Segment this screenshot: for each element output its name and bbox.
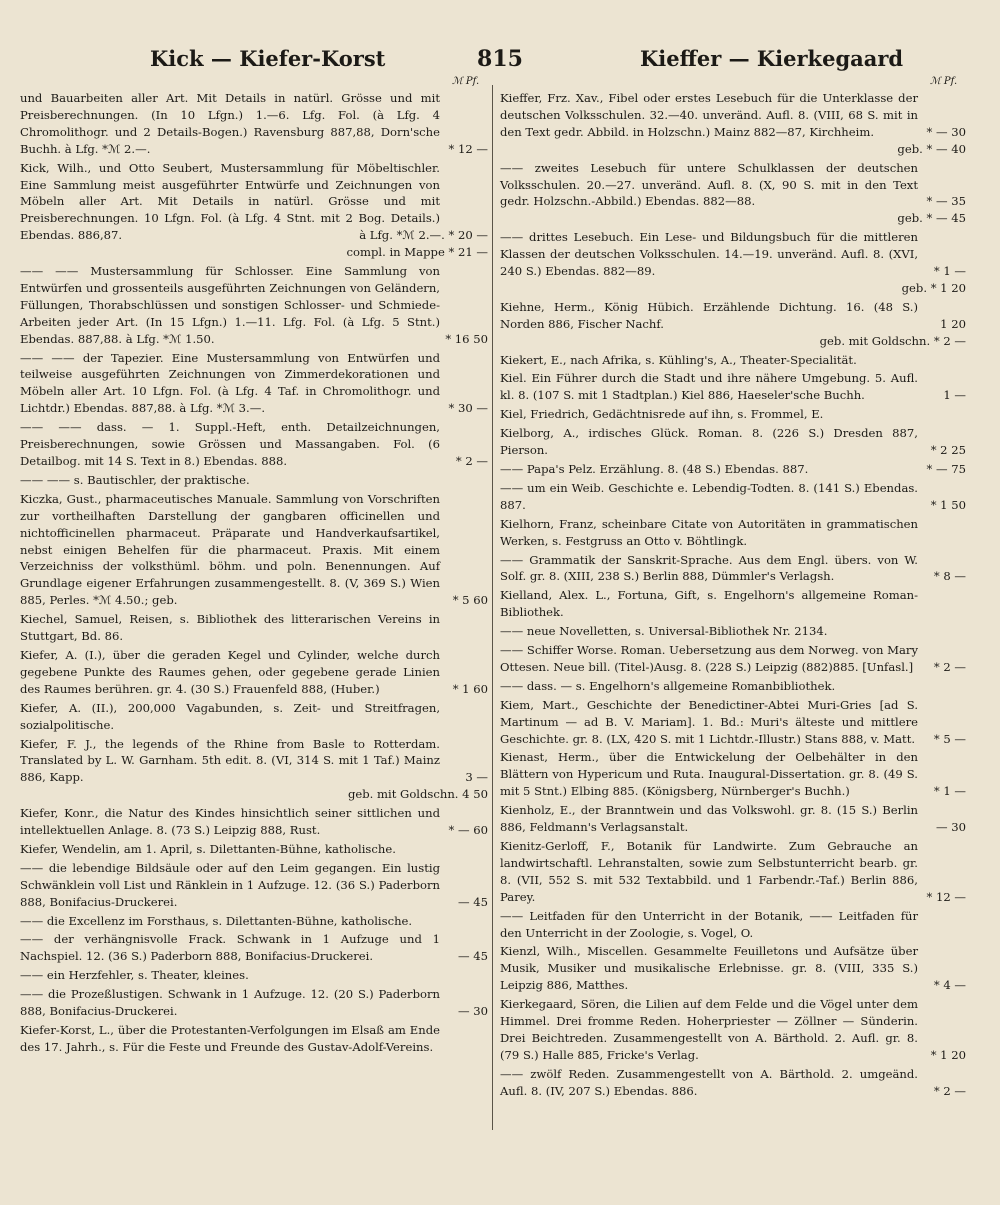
left-column — [20, 90, 488, 1056]
entry-text: Kiefer-Korst, L., über die Protestanten-Verfolgungen im Elsaß am Ende des 17. Jahrh., s. Für die Feste und Freunde des Gustav-Adolf-Vereins. — [20, 1023, 440, 1054]
price-column — [440, 1003, 488, 1020]
catalog-entry — [20, 986, 488, 1020]
catalog-entry — [500, 552, 966, 586]
price: * 1 — — [933, 264, 966, 279]
price: * 30 — — [448, 401, 488, 416]
catalog-entry — [20, 419, 488, 470]
catalog-entry — [20, 647, 488, 698]
entry-text: Kiefer, Wendelin, am 1. April, s. Dilettanten-Bühne, katholische. — [20, 841, 396, 856]
price: * — 30 — [926, 124, 966, 139]
catalog-entry — [20, 860, 488, 911]
catalog-entry — [500, 370, 966, 404]
price-column — [348, 769, 488, 803]
price: * — 60 — [448, 823, 488, 838]
catalog-entry — [500, 461, 966, 478]
catalog-entry — [20, 491, 488, 609]
price: geb. * — 45 — [897, 211, 966, 226]
entry-text: Kick, Wilh., und Otto Seubert, Mustersammlung für Möbeltischler. Eine Sammlung meist ausgeführter Entwürfe und Zeichnungen von Möbeln aller Art. Mit Details in natürl. Grösse und mit Preisberechnungen. 10 Lfgn. Fol. (à Lfg. 4 Stnt. mit 2 Bog. Details.) Ebendas. 886,87. — [20, 160, 440, 243]
entry-text: Kiehne, Herm., König Hübich. Erzählende Dichtung. 16. (48 S.) Norden 886, Fischer Nachf. — [500, 299, 918, 331]
price-column — [918, 387, 966, 404]
price: * — 35 — [926, 194, 966, 209]
catalog-entry — [500, 90, 966, 158]
price-column — [440, 331, 488, 348]
entry-text: —— um ein Weib. Geschichte e. Lebendig-Todten. 8. (141 S.) Ebendas. 887. — [500, 480, 918, 512]
price-column — [918, 731, 966, 748]
price: geb. mit Goldschn. 4 50 — [347, 787, 488, 802]
entry-text: Kiefer, A. (II.), 200,000 Vagabunden, s. Zeit- und Streitfragen, sozialpolitische. — [20, 700, 440, 732]
entry-text: Kiem, Mart., Geschichte der Benedictiner-Abtei Muri-Gries [ad S. Martinum — ad B. V. Mariam]. 1. Bd.: Muri's älteste und mittlere Geschichte. gr. 8. (LX, 420 S. mit 1 Lichtdr.-Illustr.) Stans 888, v. Matt. — [500, 697, 918, 746]
price-column — [440, 453, 488, 470]
catalog-entry — [500, 697, 966, 748]
price: * 2 — — [933, 1083, 966, 1098]
catalog-entry — [500, 587, 966, 621]
price-column — [897, 193, 966, 227]
catalog-entry — [500, 425, 966, 459]
price: * 8 — — [933, 569, 966, 584]
catalog-entry — [20, 90, 488, 158]
price-column — [902, 263, 966, 297]
price: * 12 — — [926, 889, 966, 904]
entry-text: —— neue Novelletten, s. Universal-Bibliothek Nr. 2134. — [500, 624, 828, 639]
price: — 45 — [457, 894, 488, 909]
price-column — [440, 948, 488, 965]
catalog-entry — [500, 516, 966, 550]
entry-text: —— drittes Lesebuch. Ein Lese- und Bildungsbuch für die mittleren Klassen der deutschen Volksschulen. 14.—19. unveränd. Aufl. 8. (XVI, 240 S.) Ebendas. 882—89. — [500, 230, 918, 279]
catalog-entry — [500, 406, 966, 423]
price: * — 75 — [926, 461, 966, 476]
price: * 12 — — [448, 141, 488, 156]
catalog-entry — [500, 229, 966, 297]
catalog-entry — [500, 1066, 966, 1100]
catalog-entry — [500, 480, 966, 514]
page-number: 815 — [477, 46, 523, 72]
entry-text: Kiel. Ein Führer durch die Stadt und ihre nähere Umgebung. 5. Aufl. kl. 8. (107 S. mit 1 Stadtplan.) Kiel 886, Haeseler'sche Buchh. — [500, 371, 918, 403]
price: * 1 20 — [930, 1047, 966, 1062]
entry-text: —— der verhängnisvolle Frack. Schwank in 1 Aufzuge und 1 Nachspiel. 12. (36 S.) Paderborn 888, Bonifacius-Druckerei. — [20, 932, 440, 964]
price: * 2 — — [933, 659, 966, 674]
price: * 16 50 — [445, 331, 488, 346]
entry-text: —— —— Mustersammlung für Schlosser. Eine Sammlung von Entwürfen und grossenteils ausgeführten Zeichnungen von Geländern, Füllungen, Thorabschlüssen und sonstigen Schlosser- und Schmiede-Arbeiten jeder Art. (In 15 Lfgn.) 1.—11. Lfg. Fol. (à Lfg. 5 Stnt.) Ebendas. 887,88. à Lfg. *ℳ 1.50. — [20, 264, 440, 346]
catalog-entry — [20, 611, 488, 645]
price: * 1 50 — [930, 497, 966, 512]
entry-text: —— —— der Tapezier. Eine Mustersammlung von Entwürfen und teilweise ausgeführten Zeichnungen von Zimmerdekorationen und Möbeln aller Art. 10 Lfgn. Fol. (à Lfg. 4 Taf. in Chromolithogr. und Lichtdr.) Ebendas. 887,88. à Lfg. *ℳ 3.—. — [20, 350, 440, 416]
catalog-entry — [500, 642, 966, 676]
price: — 45 — [457, 949, 488, 964]
price: — 30 — [935, 820, 966, 835]
price: à Lfg. *ℳ 2.—. * 20 — — [359, 228, 488, 243]
price: * 4 — — [933, 978, 966, 993]
entry-text: Kiechel, Samuel, Reisen, s. Bibliothek des litterarischen Vereins in Stuttgart, Bd. 86. — [20, 612, 440, 644]
price-column — [820, 316, 966, 350]
entry-text: Kiczka, Gust., pharmaceutisches Manuale. Sammlung von Vorschriften zur vortheilhaften Darstellung der gangbaren officinellen und nichtofficinellen pharmaceut. Präparate und Handverkaufsartikel, nebst einigen Behelfen für die pharmaceut. Praxis. Mit einem Verzeichniss der volksthüml. böhm. und poln. Benennungen. Auf Grundlage eigener Erfahrungen zusammengestellt. 8. (V, 369 S.) Wien 885, Perles. *ℳ 4.50.; geb. — [20, 491, 440, 608]
catalog-entry — [20, 263, 488, 348]
price-column — [918, 659, 966, 676]
catalog-entry — [500, 623, 966, 640]
price-column — [918, 497, 966, 514]
price-column — [440, 592, 488, 609]
catalog-entry — [20, 350, 488, 418]
catalog-entry — [500, 908, 966, 942]
entry-text: Kiekert, E., nach Afrika, s. Kühling's, A., Theater-Specialität. — [500, 352, 857, 367]
catalog-entry — [500, 943, 966, 994]
price-column — [346, 227, 488, 261]
catalog-entry — [500, 352, 966, 369]
price-column — [918, 889, 966, 906]
entry-text: —— Leitfaden für den Unterricht in der Botanik, —— Leitfaden für den Unterricht in der Zoologie, s. Vogel, O. — [500, 908, 918, 940]
catalog-entry — [20, 805, 488, 839]
price-column — [918, 977, 966, 994]
entry-text: —— die lebendige Bildsäule oder auf den Leim gegangen. Ein lustig Schwänklein voll List und Ränklein in 1 Aufzuge. 12. (36 S.) Paderborn 888, Bonifacius-Druckerei. — [20, 860, 440, 909]
entry-text: Kieffer, Frz. Xav., Fibel oder erstes Lesebuch für die Unterklasse der deutschen Volksschulen. 32.—40. unveränd. Aufl. 8. (VIII, 68 S. mit in den Text gedr. Abbild. in Holzschn.) Mainz 882—87, Kirchheim. — [500, 91, 918, 139]
catalog-entry — [20, 160, 488, 261]
price: * 1 — — [933, 784, 966, 799]
price-column — [440, 681, 488, 698]
catalog-entry — [20, 841, 488, 858]
catalog-entry — [500, 749, 966, 800]
price: * 2 — — [455, 454, 488, 469]
entry-text: Kienholz, E., der Branntwein und das Volkswohl. gr. 8. (15 S.) Berlin 886, Feldmann's Verlagsanstalt. — [500, 803, 918, 835]
entry-text: —— Papa's Pelz. Erzählung. 8. (48 S.) Ebendas. 887. — [500, 461, 809, 476]
entry-text: Kierkegaard, Sören, die Lilien auf dem Felde und die Vögel unter dem Himmel. Drei fromme Reden. Hoherpriester — Zöllner — Sünderin. Drei Beichtreden. Zusammengestellt von A. Bärthold. 2. Aufl. gr. 8. (79 S.) Halle 885, Fricke's Verlag. — [500, 997, 918, 1062]
price: 1 20 — [940, 316, 966, 331]
entry-text: —— —— s. Bautischler, der praktische. — [20, 472, 250, 487]
price: geb. * — 40 — [897, 141, 966, 156]
entry-text: Kienzl, Wilh., Miscellen. Gesammelte Feuilletons und Aufsätze über Musik, Musiker und musikalische Erlebnisse. gr. 8. (VIII, 335 S.) Leipzig 886, Matthes. — [500, 944, 918, 993]
price-column — [918, 819, 966, 836]
catalog-entry — [20, 736, 488, 804]
entry-text: und Bauarbeiten aller Art. Mit Details in natürl. Grösse und mit Preisberechnungen. (In 10 Lfgn.) 1.—6. Lfg. Fol. (à Lfg. 4 Chromolithogr. und 2 Details-Bogen.) Ravensburg 887,88, Dorn'sche Buchh. à Lfg. *ℳ 2.—. — [20, 91, 440, 156]
price: 1 — — [943, 388, 966, 403]
entry-text: Kiel, Friedrich, Gedächtnisrede auf ihn, s. Frommel, E. — [500, 407, 824, 422]
price-column — [918, 568, 966, 585]
price: * 1 60 — [452, 681, 488, 696]
price: * 2 25 — [930, 443, 966, 458]
price-column — [440, 822, 488, 839]
entry-text: Kiefer, Konr., die Natur des Kindes hinsichtlich seiner sittlichen und intellektuellen Anlage. 8. (73 S.) Leipzig 888, Rust. — [20, 806, 440, 838]
price-column — [918, 442, 966, 459]
catalog-entry — [500, 299, 966, 350]
entry-text: Kienast, Herm., über die Entwickelung der Oelbehälter in den Blättern von Hypericum und Ruta. Inaugural-Dissertation. gr. 8. (49 S. mit 5 Stnt.) Elbing 885. (Königsberg, Nürnberger's Buchh.) — [500, 750, 918, 799]
column-divider — [492, 85, 493, 1130]
entry-text: Kiefer, A. (I.), über die geraden Kegel und Cylinder, welche durch gegebene Punkte des Raumes gehen, oder gegebene gerade Linien des Raumes berühren. gr. 4. (30 S.) Frauenfeld 888, (Huber.) — [20, 647, 440, 696]
entry-text: Kielhorn, Franz, scheinbare Citate von Autoritäten in grammatischen Werken, s. Festgruss an Otto v. Böhtlingk. — [500, 516, 918, 548]
price: geb. * 1 20 — [901, 280, 966, 295]
page-header — [0, 46, 1000, 80]
price-column — [897, 124, 966, 158]
price-column — [440, 400, 488, 417]
catalog-entry — [20, 472, 488, 489]
price: 3 — — [465, 770, 488, 785]
price: geb. mit Goldschn. * 2 — — [819, 333, 966, 348]
price-column — [918, 1083, 966, 1100]
entry-text: Kienitz-Gerloff, F., Botanik für Landwirte. Zum Gebrauche an landwirtschaftl. Lehranstalten, sowie zum Selbstunterricht bearb. gr. 8. (VII, 552 S. mit 532 Textabbild. und 1 Farbendr.-Taf.) Berlin 886, Parey. — [500, 839, 918, 904]
entry-text: Kielborg, A., irdisches Glück. Roman. 8. (226 S.) Dresden 887, Pierson. — [500, 426, 918, 458]
price-column — [440, 141, 488, 158]
entry-text: —— ein Herzfehler, s. Theater, kleines. — [20, 968, 249, 983]
price-column — [918, 461, 966, 478]
catalog-entry — [500, 802, 966, 836]
entry-text: —— —— dass. — 1. Suppl.-Heft, enth. Detailzeichnungen, Preisberechnungen, sowie Grössen und Massangaben. Fol. (6 Detailbog. mit 14 S. Text in 8.) Ebendas. 888. — [20, 420, 440, 469]
price: * 5 60 — [452, 593, 488, 608]
catalog-entry — [500, 160, 966, 228]
currency-label-left: ℳ Pf. — [452, 76, 480, 87]
entry-text: Kiefer, F. J., the legends of the Rhine from Basle to Rotterdam. Translated by L. W. Garnham. 5th edit. 8. (VI, 314 S. mit 1 Taf.) Mainz 886, Kapp. — [20, 736, 440, 785]
catalog-entry — [20, 913, 488, 930]
catalog-entry — [500, 838, 966, 906]
price: compl. in Mappe * 21 — — [346, 245, 488, 260]
currency-label-right: ℳ Pf. — [930, 76, 958, 87]
price-column — [918, 1047, 966, 1064]
entry-text: —— Grammatik der Sanskrit-Sprache. Aus dem Engl. übers. von W. Solf. gr. 8. (XIII, 238 S.) Berlin 888, Dümmler's Verlagsh. — [500, 552, 918, 584]
right-column — [500, 90, 966, 1100]
entry-text: Kielland, Alex. L., Fortuna, Gift, s. Engelhorn's allgemeine Roman-Bibliothek. — [500, 588, 918, 620]
entry-text: —— zwölf Reden. Zusammengestellt von A. Bärthold. 2. umgeänd. Aufl. 8. (IV, 207 S.) Ebendas. 886. — [500, 1066, 918, 1098]
catalog-entry — [20, 1022, 488, 1056]
entry-text: —— Schiffer Worse. Roman. Uebersetzung aus dem Norweg. von Mary Ottesen. Neue bill. (Titel-)Ausg. 8. (228 S.) Leipzig (882)885. [Unfasl.] — [500, 643, 918, 674]
running-head-left: Kick — Kiefer-Korst — [150, 46, 386, 71]
catalog-entry — [20, 700, 488, 734]
price-column — [918, 783, 966, 800]
entry-text: —— die Prozeßlustigen. Schwank in 1 Aufzuge. 12. (20 S.) Paderborn 888, Bonifacius-Druckerei. — [20, 987, 440, 1019]
entry-text: —— dass. — s. Engelhorn's allgemeine Romanbibliothek. — [500, 678, 836, 693]
catalog-entry — [500, 996, 966, 1064]
price: — 30 — [457, 1004, 488, 1019]
running-head-right: Kieffer — Kierkegaard — [640, 46, 904, 71]
price-column — [440, 894, 488, 911]
price: * 5 — — [933, 731, 966, 746]
catalog-entry — [20, 931, 488, 965]
catalog-entry — [500, 678, 966, 695]
entry-text: —— die Excellenz im Forsthaus, s. Dilettanten-Bühne, katholische. — [20, 913, 413, 928]
catalog-entry — [20, 967, 488, 984]
entry-text: —— zweites Lesebuch für untere Schulklassen der deutschen Volksschulen. 20.—27. unveränd. Aufl. 8. (X, 90 S. mit in den Text gedr. Holzschn.-Abbild.) Ebendas. 882—88. — [500, 160, 918, 209]
